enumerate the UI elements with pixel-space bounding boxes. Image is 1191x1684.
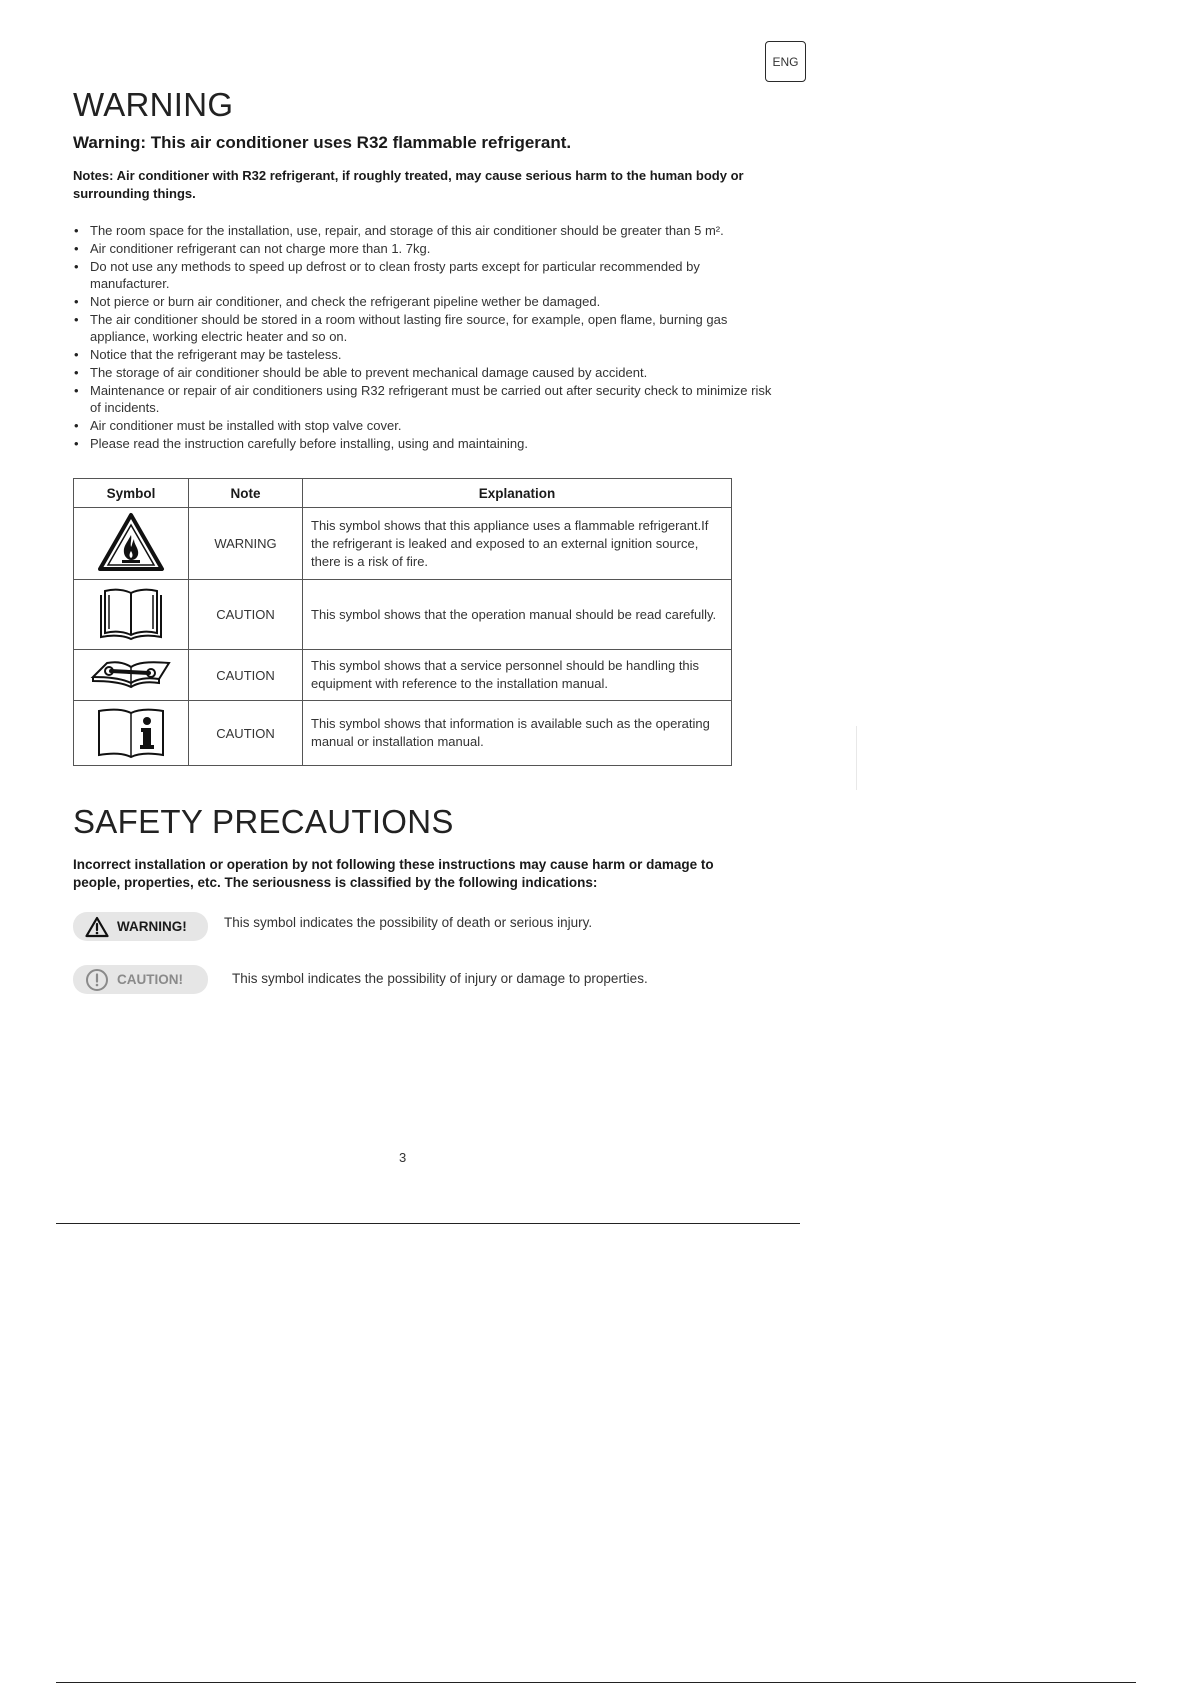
symbol-table <box>73 478 732 766</box>
page-divider <box>56 1682 1136 1683</box>
list-item: • Please read the instruction carefully before installing, using and maintaining. <box>73 435 773 452</box>
table-row <box>74 650 732 701</box>
page-divider <box>56 1223 800 1224</box>
operation-manual-icon <box>74 580 189 650</box>
caution-indicator-label: CAUTION! <box>117 972 183 987</box>
page-number: 3 <box>399 1150 407 1165</box>
caution-indicator-text: This symbol indicates the possibility of injury or damage to properties. <box>232 971 648 986</box>
table-header-row <box>74 479 732 508</box>
list-item: • The air conditioner should be stored in a room without lasting fire source, for example, open flame, burning gas appliance, working electric heater and so on. <box>73 311 773 345</box>
list-item: • The storage of air conditioner should be able to prevent mechanical damage caused by accident. <box>73 364 773 381</box>
warning-indicator-badge <box>73 912 208 941</box>
list-item: • The room space for the installation, use, repair, and storage of this air conditioner should be greater than 5 m². <box>73 222 773 239</box>
caution-indicator-badge <box>73 965 208 994</box>
service-manual-icon <box>74 650 189 701</box>
list-item: • Maintenance or repair of air conditioners using R32 refrigerant must be carried out after security check to minimize risk of incidents. <box>73 382 773 416</box>
safety-precautions-title: SAFETY PRECAUTIONS <box>73 803 454 840</box>
warning-triangle-icon <box>85 916 109 938</box>
explanation-cell: This symbol shows that the operation manual should be read carefully. <box>303 580 732 650</box>
list-item: • Not pierce or burn air conditioner, and check the refrigerant pipeline wether be damaged. <box>73 293 773 310</box>
warning-indicator-text: This symbol indicates the possibility of death or serious injury. <box>224 915 593 930</box>
table-row <box>74 508 732 580</box>
explanation-cell: This symbol shows that this appliance uses a flammable refrigerant.If the refrigerant is leaked and exposed to an external ignition source, there is a risk of fire. <box>303 508 732 580</box>
header-symbol: Symbol <box>74 479 189 508</box>
warning-bullet-list <box>73 222 773 453</box>
list-item: • Air conditioner must be installed with stop valve cover. <box>73 417 773 434</box>
list-item: • Notice that the refrigerant may be tasteless. <box>73 346 773 363</box>
note-cell: CAUTION <box>189 580 303 650</box>
list-item: • Do not use any methods to speed up defrost or to clean frosty parts except for particular recommended by manufacturer. <box>73 258 773 292</box>
note-cell: CAUTION <box>189 701 303 766</box>
note-cell: WARNING <box>189 508 303 580</box>
warning-indicator-label: WARNING! <box>117 919 187 934</box>
warning-notes: Notes: Air conditioner with R32 refrigerant, if roughly treated, may cause serious harm to the human body or surrounding things. <box>73 168 744 201</box>
language-badge: ENG <box>765 41 806 82</box>
warning-subheading: Warning: This air conditioner uses R32 flammable refrigerant. <box>73 133 572 152</box>
caution-circle-icon <box>85 968 109 992</box>
list-item: • Air conditioner refrigerant can not charge more than 1. 7kg. <box>73 240 773 257</box>
explanation-cell: This symbol shows that information is available such as the operating manual or installation manual. <box>303 701 732 766</box>
table-row <box>74 580 732 650</box>
divider <box>856 726 857 790</box>
note-cell: CAUTION <box>189 650 303 701</box>
header-note: Note <box>189 479 303 508</box>
table-row <box>74 701 732 766</box>
explanation-cell: This symbol shows that a service personnel should be handling this equipment with reference to the installation manual. <box>303 650 732 701</box>
flammable-warning-icon <box>74 508 189 580</box>
warning-title: WARNING <box>73 86 234 123</box>
header-explanation: Explanation <box>303 479 732 508</box>
safety-intro: Incorrect installation or operation by not following these instructions may cause harm or damage to people, properties, etc. The seriousness is classified by the following indications: <box>73 857 714 890</box>
information-manual-icon <box>74 701 189 766</box>
